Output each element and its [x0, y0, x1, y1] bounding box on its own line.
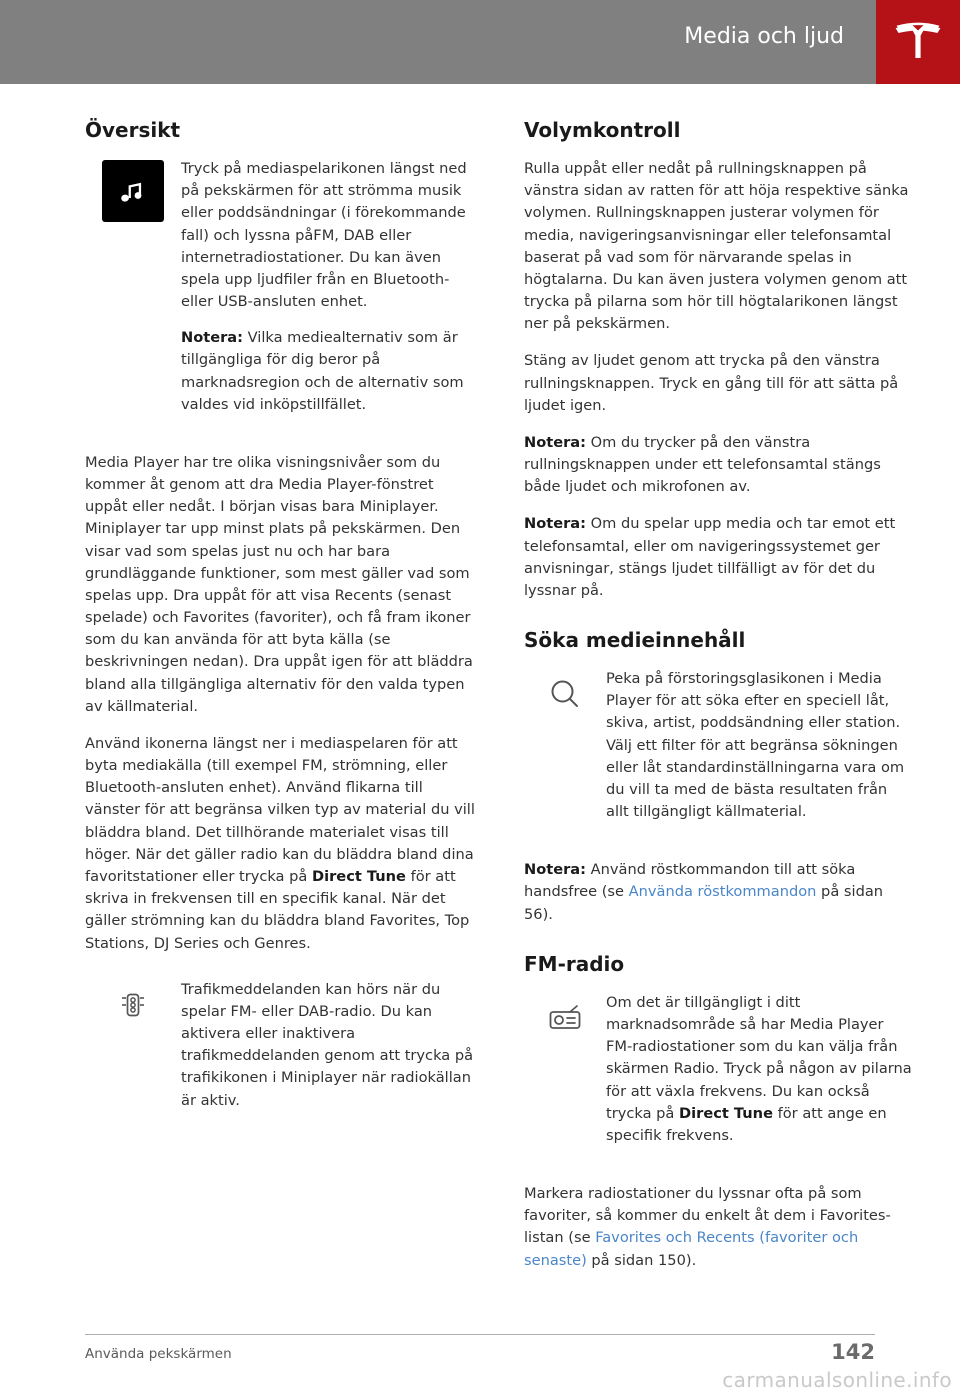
- icon-wrap: [524, 992, 606, 1042]
- page-title: Media och ljud: [684, 24, 844, 49]
- favorites-part1: Markera radiostationer du lyssnar ofta på som favoriter, så kommer du enkelt åt dem i Favorites-listan (se: [524, 1185, 891, 1247]
- heading-volymkontroll: Volymkontroll: [524, 118, 681, 142]
- watermark: carmanualsonline.info: [722, 1368, 952, 1392]
- favorites-part2: på sidan 150).: [586, 1251, 697, 1269]
- radio-icon: [541, 994, 589, 1042]
- magnifying-glass-icon: [541, 670, 589, 718]
- paragraph-media-player: Media Player har tre olika visningsnivåer som du kommer åt genom att dra Media Player-fönstret uppåt eller nedåt. I början visas bara Miniplayer. Miniplayer tar upp minst plats på pekskärmen. Den visar vad som spelas just nu och har bara grundläggande funktioner, som mest gäller vad som spelas upp. Dra uppåt för att visa Recents (senast spelade) och Favorites (favoriter), och få fram ikoner som du kan använda för att byta källa (se beskrivningen nedan). Dra uppåt igen för att bläddra bland alla tillgängliga alternativ för den valda typen av källmaterial.: [85, 453, 473, 715]
- paragraph-icons-part1: Använd ikonerna längst ner i mediaspelaren för att byta mediakälla (till exempel FM, strömning, eller Bluetooth-ansluten enhet). Använd flikarna till vänster för att begränsa vilken typ av material du vill bläddra bland. Det tillhörande materialet visas till höger. När det gäller radio kan du bläddra bland dina favoritstationer eller trycka på: [85, 734, 475, 885]
- radio-part1: Om det är tillgängligt i ditt marknadsområde så har Media Player FM-radiostationer som du kan välja från skärmen Radio. Tryck på någon av pilarna för att växla frekvens. Du kan också trycka på: [606, 993, 912, 1122]
- paragraph-icons: [85, 733, 475, 955]
- note-4-part1: Använd röstkommandon till att söka handsfree (se: [524, 861, 856, 901]
- traffic-icon-figure: [85, 979, 475, 1126]
- heading-fm-radio: FM-radio: [524, 951, 625, 976]
- tesla-logo-icon: [876, 0, 960, 84]
- note-3-label: Notera:: [524, 515, 586, 533]
- direct-tune-bold-2: Direct Tune: [679, 1104, 773, 1122]
- page-header: [0, 0, 960, 84]
- page-number: 142: [831, 1340, 875, 1364]
- search-paragraph: Peka på förstoringsglasikonen i Media Player för att söka efter en speciell låt, skiva, artist, poddsändning eller station. Välj ett filter för att begränsa sökningen eller låt standardinställningarna vara om du vill ta med de bästa resultaten från allt tillgängligt källmaterial.: [606, 670, 905, 821]
- volume-paragraph-2: Stäng av ljudet genom att trycka på den vänstra rullningsknappen. Tryck en gång till för att sätta på ljudet igen.: [524, 352, 899, 414]
- footer-divider: [85, 1334, 875, 1335]
- note-2-label: Notera:: [524, 433, 586, 451]
- right-column: [524, 118, 914, 1272]
- note-1-label: Notera:: [181, 329, 243, 347]
- link-favorites-och-recents[interactable]: Favorites och Recents (favoriter och senaste): [524, 1229, 859, 1269]
- radio-paragraph: [606, 992, 914, 1147]
- traffic-paragraph: Trafikmeddelanden kan hörs när du spelar FM- eller DAB-radio. Du kan aktivera eller inaktivera trafikmeddelanden genom att trycka på trafikikonen i Miniplayer när radiokällan är aktiv.: [181, 980, 474, 1109]
- heading-oversikt: Översikt: [85, 118, 181, 142]
- note-3-text: Om du spelar upp media och tar emot ett telefonsamtal, eller om navigeringssystemet ger anvisningar, stängs ljudet tillfälligt av för det du lyssnar på.: [524, 515, 896, 599]
- icon-wrap: [524, 668, 606, 718]
- search-icon-text: [606, 668, 914, 837]
- note-1: [181, 327, 475, 416]
- direct-tune-bold-1: Direct Tune: [311, 867, 406, 885]
- note-1-text: Vilka mediealternativ som är tillgängliga för dig beror på marknadsregion och de alternativ som valdes vid inköpstillfället.: [181, 329, 464, 413]
- traffic-message-icon: [109, 981, 157, 1029]
- page-footer: [0, 1334, 960, 1396]
- paragraph-icons-part2: för att skriva in frekvensen till en specifik kanal. När det gäller strömning kan du bläddra bland Favorites, Top Stations, DJ Series och Genres.: [85, 867, 470, 952]
- intro-paragraph: Tryck på mediaspelarikonen längst ned på pekskärmen för att strömma musik eller poddsändningar (i förekommande fall) och lyssna påFM, DAB eller internetradiostationer. Du kan även spela upp ljudfiler från en Bluetooth- eller USB-ansluten enhet.: [181, 160, 467, 311]
- page-content: [0, 84, 960, 1334]
- heading-soka-medieinnehall: Söka medieinnehåll: [524, 628, 746, 653]
- note-4: [524, 859, 914, 926]
- note-2: [524, 432, 914, 499]
- radio-icon-figure: [524, 992, 914, 1161]
- note-3: [524, 513, 914, 602]
- icon-wrap: [85, 979, 181, 1029]
- media-icon-figure: [85, 158, 475, 430]
- favorites-paragraph: [524, 1183, 914, 1272]
- left-column: [85, 118, 475, 1144]
- search-icon-figure: [524, 668, 914, 837]
- footer-section-label: Använda pekskärmen: [85, 1346, 232, 1362]
- link-anvanda-rostkommandon[interactable]: Använda röstkommandon: [628, 883, 817, 901]
- music-note-icon: [102, 160, 164, 222]
- radio-icon-text: [606, 992, 914, 1161]
- media-icon-text: [181, 158, 475, 430]
- note-2-text: Om du trycker på den vänstra rullningsknappen under ett telefonsamtal stängs både ljudet och mikrofonen av.: [524, 433, 881, 496]
- icon-wrap: [85, 158, 181, 222]
- traffic-icon-text: [181, 979, 475, 1126]
- note-4-label: Notera:: [524, 861, 586, 879]
- note-4-part2: på sidan 56).: [524, 883, 884, 923]
- volume-paragraph-1: Rulla uppåt eller nedåt på rullningsknappen på vänstra sidan av ratten för att höja respektive sänka volymen. Rullningsknappen justerar volymen för media, navigeringsanvisningar eller telefonsamtal baserat på vad som för närvarande spelas in högtalarna. Du kan även justera volymen genom att trycka på pilarna som hör till högtalarikonen längst ner på pekskärmen.: [524, 160, 909, 333]
- radio-part2: för att ange en specifik frekvens.: [606, 1104, 887, 1144]
